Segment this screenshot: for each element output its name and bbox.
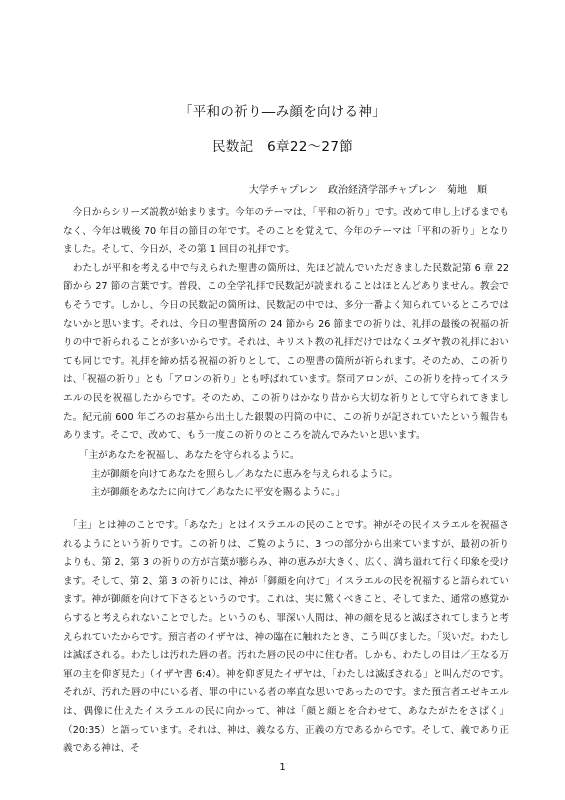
- body-paragraph-2: わたしが平和を考える中で与えられた聖書の箇所は、先ほど読んでいただきました民数記第 6 章 22 節から 27 節の言葉です。普段、この全学礼拝で民数記が読まれることはほとんどありません。教会でもそうです。しかし、今日の民数記の箇所は、民数記の中では、多分一番よく知られているところではないかと思います。それは、今日の聖書箇所の 24 節から 26 節までの祈りは、礼拝の最後の祝福の祈りの中で祈られることが多いからです。それは、キリスト教の礼拝だけではなくユダヤ教の礼拝においても同じです。礼拝を締め括る祝福の祈りとして、この聖書の箇所が祈られます。そのため、この祈りは、「祝福の祈り」とも「アロンの祈り」とも呼ばれています。祭司アロンが、この祈りを持ってイスラエルの民を祝福したからです。そのため、この祈りはかなり昔から大切な祈りとして守られてきました。紀元前 600 年ごろのお墓から出土した銀製の円筒の中に、この祈りが記されていたという報告もあります。そこで、改めて、もう一度この祈りのところを読んでみたいと思います。: [63, 262, 509, 442]
- body-section-intro: [63, 204, 509, 446]
- quote-line-2: 主が御顔を向けてあなたを照らし／あなたに恵みを与えられるように。: [91, 468, 398, 480]
- body-section-main: [63, 517, 509, 759]
- author-line: 大学チャプレン 政治経済学部チャプレン 菊地 順: [248, 185, 487, 196]
- quote-line-1: 「主があなたを祝福し、あなたを守られるように。: [79, 450, 300, 461]
- body-paragraph-1: 今日からシリーズ説教が始まります。今年のテーマは、「平和の祈り」です。改めて申し上げるまでもなく、今年は戦後 70 年目の節目の年です。そのことを覚えて、今年のテーマは「平和の祈り」となりました。そして、今日が、その第 1 回目の礼拝です。: [63, 207, 509, 256]
- sermon-title: 「平和の祈り―み顔を向ける神」: [179, 104, 386, 120]
- quote-line-3: 主が御顔をあなたに向けて／あなたに平安を賜るように。」: [91, 487, 346, 499]
- body-paragraph-3: 「主」とは神のことです。「あなた」とはイスラエルの民のことです。神がその民イスラエルを祝福されるようにという祈りです。この祈りは、ご覧のように、3 つの部分から出来ていますが、最初の祈りよりも、第 2、第 3 の祈りの方が言葉が膨らみ、神の恵みが大きく、広く、満ち溢れて行く印象を受けます。そして、第 2、第 3 の祈りには、神が「御顔を向けて」イスラエルの民を祝福すると語られています。神が御顔を向けて下さるというのです。これは、実に驚くべきこと、そしてまた、通常の感覚からすると考えられないことでした。というのも、罪深い人間は、神の顔を見ると滅ぼされてしまうと考えられていたからです。預言者のイザヤは、神の臨在に触れたとき、こう叫びました。「災いだ。わたしは滅ぼされる。わたしは汚れた唇の者。汚れた唇の民の中に住む者。しかも、わたしの目は／王なる万軍の主を仰ぎ見た」（イザヤ書 6:4）。神を仰ぎ見たイザヤは、「わたしは滅ぼされる」と叫んだのです。それが、汚れた唇の中にいる者、罪の中にいる者の率直な思いであったのです。また預言者エゼキエルは、偶像に仕えたイスラエルの民に向かって、神は「顔と顔とを合わせて、あなたがたをさばく」（20:35）と語っています。それは、神は、義なる方、正義の方であるからです。そして、義であり正義である神は、そ: [63, 520, 509, 755]
- page-number: 1: [279, 762, 286, 773]
- scripture-reference: 民数記 6章22～27節: [211, 139, 354, 155]
- scripture-quote: [79, 447, 499, 503]
